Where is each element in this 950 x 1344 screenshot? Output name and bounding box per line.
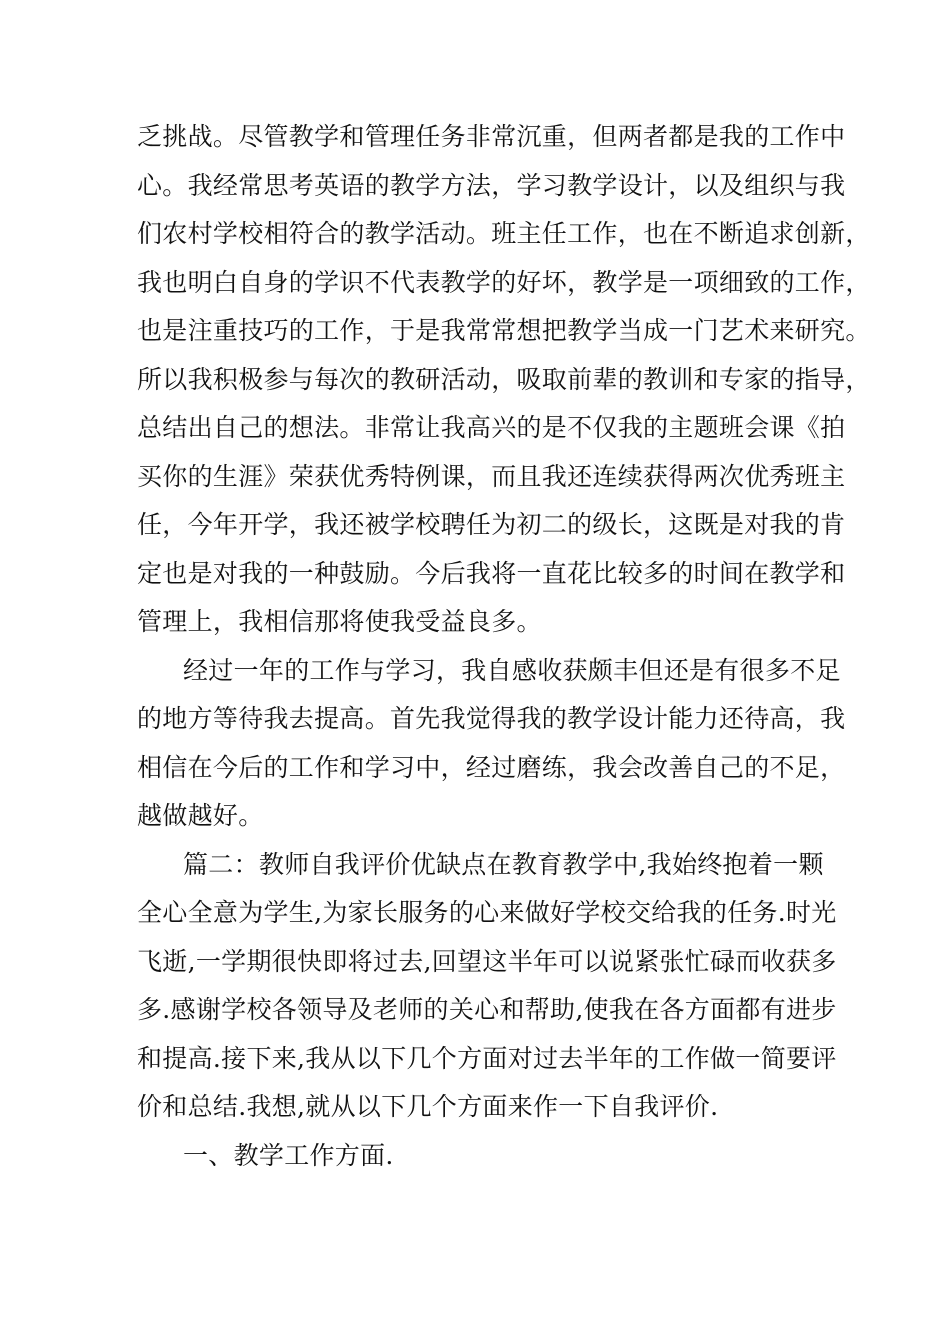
text-line: 总结出自己的想法。非常让我高兴的是不仅我的主题班会课《拍 xyxy=(137,413,846,442)
text-line: 全心全意为学生,为家长服务的心来做好学校交给我的任务.时光 xyxy=(137,898,837,927)
text-line: 任，今年开学，我还被学校聘任为初二的级长，这既是对我的肯 xyxy=(137,510,846,539)
document-body xyxy=(137,113,871,1180)
section-heading: 一、教学工作方面. xyxy=(183,1140,394,1170)
paragraph-start-line: 篇二：教师自我评价优缺点在教育教学中,我始终抱着一颗 xyxy=(183,849,824,879)
text-line: 心。我经常思考英语的教学方法，学习教学设计，以及组织与我 xyxy=(137,170,846,200)
text-line: 所以我积极参与每次的教研活动，吸取前辈的教训和专家的指导， xyxy=(137,364,871,394)
text-line: 我也明白自身的学识不代表教学的好坏，教学是一项细致的工作， xyxy=(137,267,871,297)
text-line: 管理上，我相信那将使我受益良多。 xyxy=(137,607,542,636)
text-line: 飞逝,一学期很快即将过去,回望这半年可以说紧张忙碌而收获多 xyxy=(137,946,837,976)
text-line: 定也是对我的一种鼓励。今后我将一直花比较多的时间在教学和 xyxy=(137,558,846,588)
text-line: 相信在今后的工作和学习中，经过磨练，我会改善自己的不足， xyxy=(137,752,846,782)
text-line: 和提高.接下来,我从以下几个方面对过去半年的工作做一简要评 xyxy=(137,1043,837,1073)
text-line: 越做越好。 xyxy=(137,801,264,830)
text-line: 们农村学校相符合的教学活动。班主任工作，也在不断追求创新， xyxy=(137,219,871,248)
text-line: 也是注重技巧的工作，于是我常常想把教学当成一门艺术来研究。 xyxy=(137,316,871,345)
text-line: 乏挑战。尽管教学和管理任务非常沉重，但两者都是我的工作中 xyxy=(137,122,846,151)
text-line: 买你的生涯》荣获优秀特例课，而且我还连续获得两次优秀班主 xyxy=(137,461,846,491)
text-line: 价和总结.我想,就从以下几个方面来作一下自我评价. xyxy=(137,1092,719,1121)
text-line: 多.感谢学校各领导及老师的关心和帮助,使我在各方面都有进步 xyxy=(137,995,837,1024)
text-line: 的地方等待我去提高。首先我觉得我的教学设计能力还待高，我 xyxy=(137,704,846,733)
paragraph-start-line: 经过一年的工作与学习，我自感收获颇丰但还是有很多不足 xyxy=(183,655,841,685)
